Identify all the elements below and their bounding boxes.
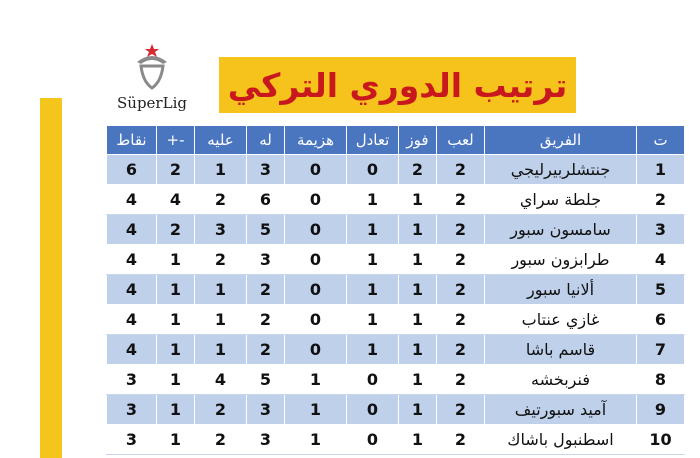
cell-against: 1 <box>195 275 247 305</box>
cell-lost: 1 <box>285 395 347 425</box>
superlig-logo <box>107 42 197 112</box>
cell-points: 4 <box>107 335 157 365</box>
cell-rank: 6 <box>637 305 685 335</box>
cell-team: جنتشلربيرليجي <box>485 155 637 185</box>
cell-won: 2 <box>399 155 437 185</box>
cell-diff: 4 <box>157 185 195 215</box>
cell-drawn: 1 <box>347 245 399 275</box>
cell-for: 3 <box>247 245 285 275</box>
cell-rank: 4 <box>637 245 685 275</box>
cell-team: اسطنبول باشاك <box>485 425 637 455</box>
cell-won: 1 <box>399 245 437 275</box>
cell-lost: 0 <box>285 155 347 185</box>
cell-won: 1 <box>399 365 437 395</box>
yellow-side-bar <box>40 98 62 458</box>
cell-won: 1 <box>399 395 437 425</box>
cell-won: 1 <box>399 305 437 335</box>
cell-rank: 8 <box>637 365 685 395</box>
cell-points: 3 <box>107 365 157 395</box>
cell-for: 3 <box>247 395 285 425</box>
page-title: ترتيب الدوري التركي <box>227 65 568 105</box>
table-row <box>107 185 685 215</box>
cell-points: 4 <box>107 185 157 215</box>
cell-rank: 7 <box>637 335 685 365</box>
cell-won: 1 <box>399 425 437 455</box>
cell-against: 2 <box>195 245 247 275</box>
cell-drawn: 1 <box>347 185 399 215</box>
cell-played: 2 <box>437 215 485 245</box>
cell-diff: 1 <box>157 335 195 365</box>
cell-team: آميد سبورتيف <box>485 395 637 425</box>
cell-lost: 0 <box>285 305 347 335</box>
cell-for: 6 <box>247 185 285 215</box>
cell-drawn: 0 <box>347 365 399 395</box>
header-points: نقاط <box>107 126 157 155</box>
superlig-emblem-icon <box>127 42 177 94</box>
superlig-logo-text: SüperLig <box>117 94 187 112</box>
cell-played: 2 <box>437 365 485 395</box>
table-row <box>107 395 685 425</box>
cell-drawn: 0 <box>347 425 399 455</box>
standings-table <box>106 125 685 455</box>
cell-lost: 0 <box>285 245 347 275</box>
cell-drawn: 1 <box>347 305 399 335</box>
cell-points: 4 <box>107 215 157 245</box>
cell-lost: 0 <box>285 215 347 245</box>
cell-for: 5 <box>247 365 285 395</box>
cell-diff: 1 <box>157 395 195 425</box>
cell-diff: 1 <box>157 275 195 305</box>
cell-points: 6 <box>107 155 157 185</box>
cell-won: 1 <box>399 275 437 305</box>
table-row <box>107 245 685 275</box>
header-lost: هزيمة <box>285 126 347 155</box>
cell-played: 2 <box>437 245 485 275</box>
cell-won: 1 <box>399 215 437 245</box>
cell-for: 2 <box>247 335 285 365</box>
cell-lost: 1 <box>285 365 347 395</box>
table-row <box>107 215 685 245</box>
cell-played: 2 <box>437 425 485 455</box>
cell-team: قاسم باشا <box>485 335 637 365</box>
cell-against: 1 <box>195 335 247 365</box>
cell-rank: 5 <box>637 275 685 305</box>
cell-against: 4 <box>195 365 247 395</box>
cell-against: 2 <box>195 395 247 425</box>
cell-drawn: 0 <box>347 155 399 185</box>
header-team: الفريق <box>485 126 637 155</box>
cell-team: جلطة سراي <box>485 185 637 215</box>
table-row <box>107 335 685 365</box>
cell-team: فنربخشه <box>485 365 637 395</box>
cell-rank: 1 <box>637 155 685 185</box>
cell-against: 2 <box>195 425 247 455</box>
cell-for: 2 <box>247 275 285 305</box>
cell-rank: 2 <box>637 185 685 215</box>
cell-played: 2 <box>437 185 485 215</box>
cell-diff: 1 <box>157 305 195 335</box>
table-row <box>107 305 685 335</box>
cell-drawn: 1 <box>347 335 399 365</box>
cell-won: 1 <box>399 185 437 215</box>
cell-rank: 10 <box>637 425 685 455</box>
cell-team: غازي عنتاب <box>485 305 637 335</box>
table-row <box>107 275 685 305</box>
table-row <box>107 155 685 185</box>
cell-points: 3 <box>107 425 157 455</box>
cell-against: 3 <box>195 215 247 245</box>
cell-played: 2 <box>437 395 485 425</box>
title-banner <box>219 57 576 113</box>
table-row <box>107 365 685 395</box>
table-row <box>107 425 685 455</box>
cell-team: طرابزون سبور <box>485 245 637 275</box>
cell-lost: 1 <box>285 425 347 455</box>
cell-team: سامسون سبور <box>485 215 637 245</box>
cell-played: 2 <box>437 155 485 185</box>
cell-lost: 0 <box>285 275 347 305</box>
cell-points: 3 <box>107 395 157 425</box>
cell-played: 2 <box>437 305 485 335</box>
header-for: له <box>247 126 285 155</box>
cell-drawn: 0 <box>347 395 399 425</box>
cell-for: 5 <box>247 215 285 245</box>
cell-played: 2 <box>437 275 485 305</box>
cell-against: 1 <box>195 155 247 185</box>
cell-points: 4 <box>107 245 157 275</box>
cell-points: 4 <box>107 305 157 335</box>
header-played: لعب <box>437 126 485 155</box>
cell-played: 2 <box>437 335 485 365</box>
cell-lost: 0 <box>285 335 347 365</box>
cell-diff: 2 <box>157 155 195 185</box>
cell-rank: 3 <box>637 215 685 245</box>
cell-team: ألانيا سبور <box>485 275 637 305</box>
cell-drawn: 1 <box>347 275 399 305</box>
cell-diff: 1 <box>157 425 195 455</box>
cell-points: 4 <box>107 275 157 305</box>
header-won: فوز <box>399 126 437 155</box>
cell-for: 3 <box>247 425 285 455</box>
cell-won: 1 <box>399 335 437 365</box>
header-rank: ت <box>637 126 685 155</box>
cell-diff: 1 <box>157 365 195 395</box>
cell-against: 1 <box>195 305 247 335</box>
cell-diff: 2 <box>157 215 195 245</box>
cell-for: 2 <box>247 305 285 335</box>
cell-diff: 1 <box>157 245 195 275</box>
header-diff: +- <box>157 126 195 155</box>
table-header-row <box>107 126 685 155</box>
header-against: عليه <box>195 126 247 155</box>
cell-against: 2 <box>195 185 247 215</box>
cell-drawn: 1 <box>347 215 399 245</box>
cell-lost: 0 <box>285 185 347 215</box>
cell-rank: 9 <box>637 395 685 425</box>
header-drawn: تعادل <box>347 126 399 155</box>
cell-for: 3 <box>247 155 285 185</box>
